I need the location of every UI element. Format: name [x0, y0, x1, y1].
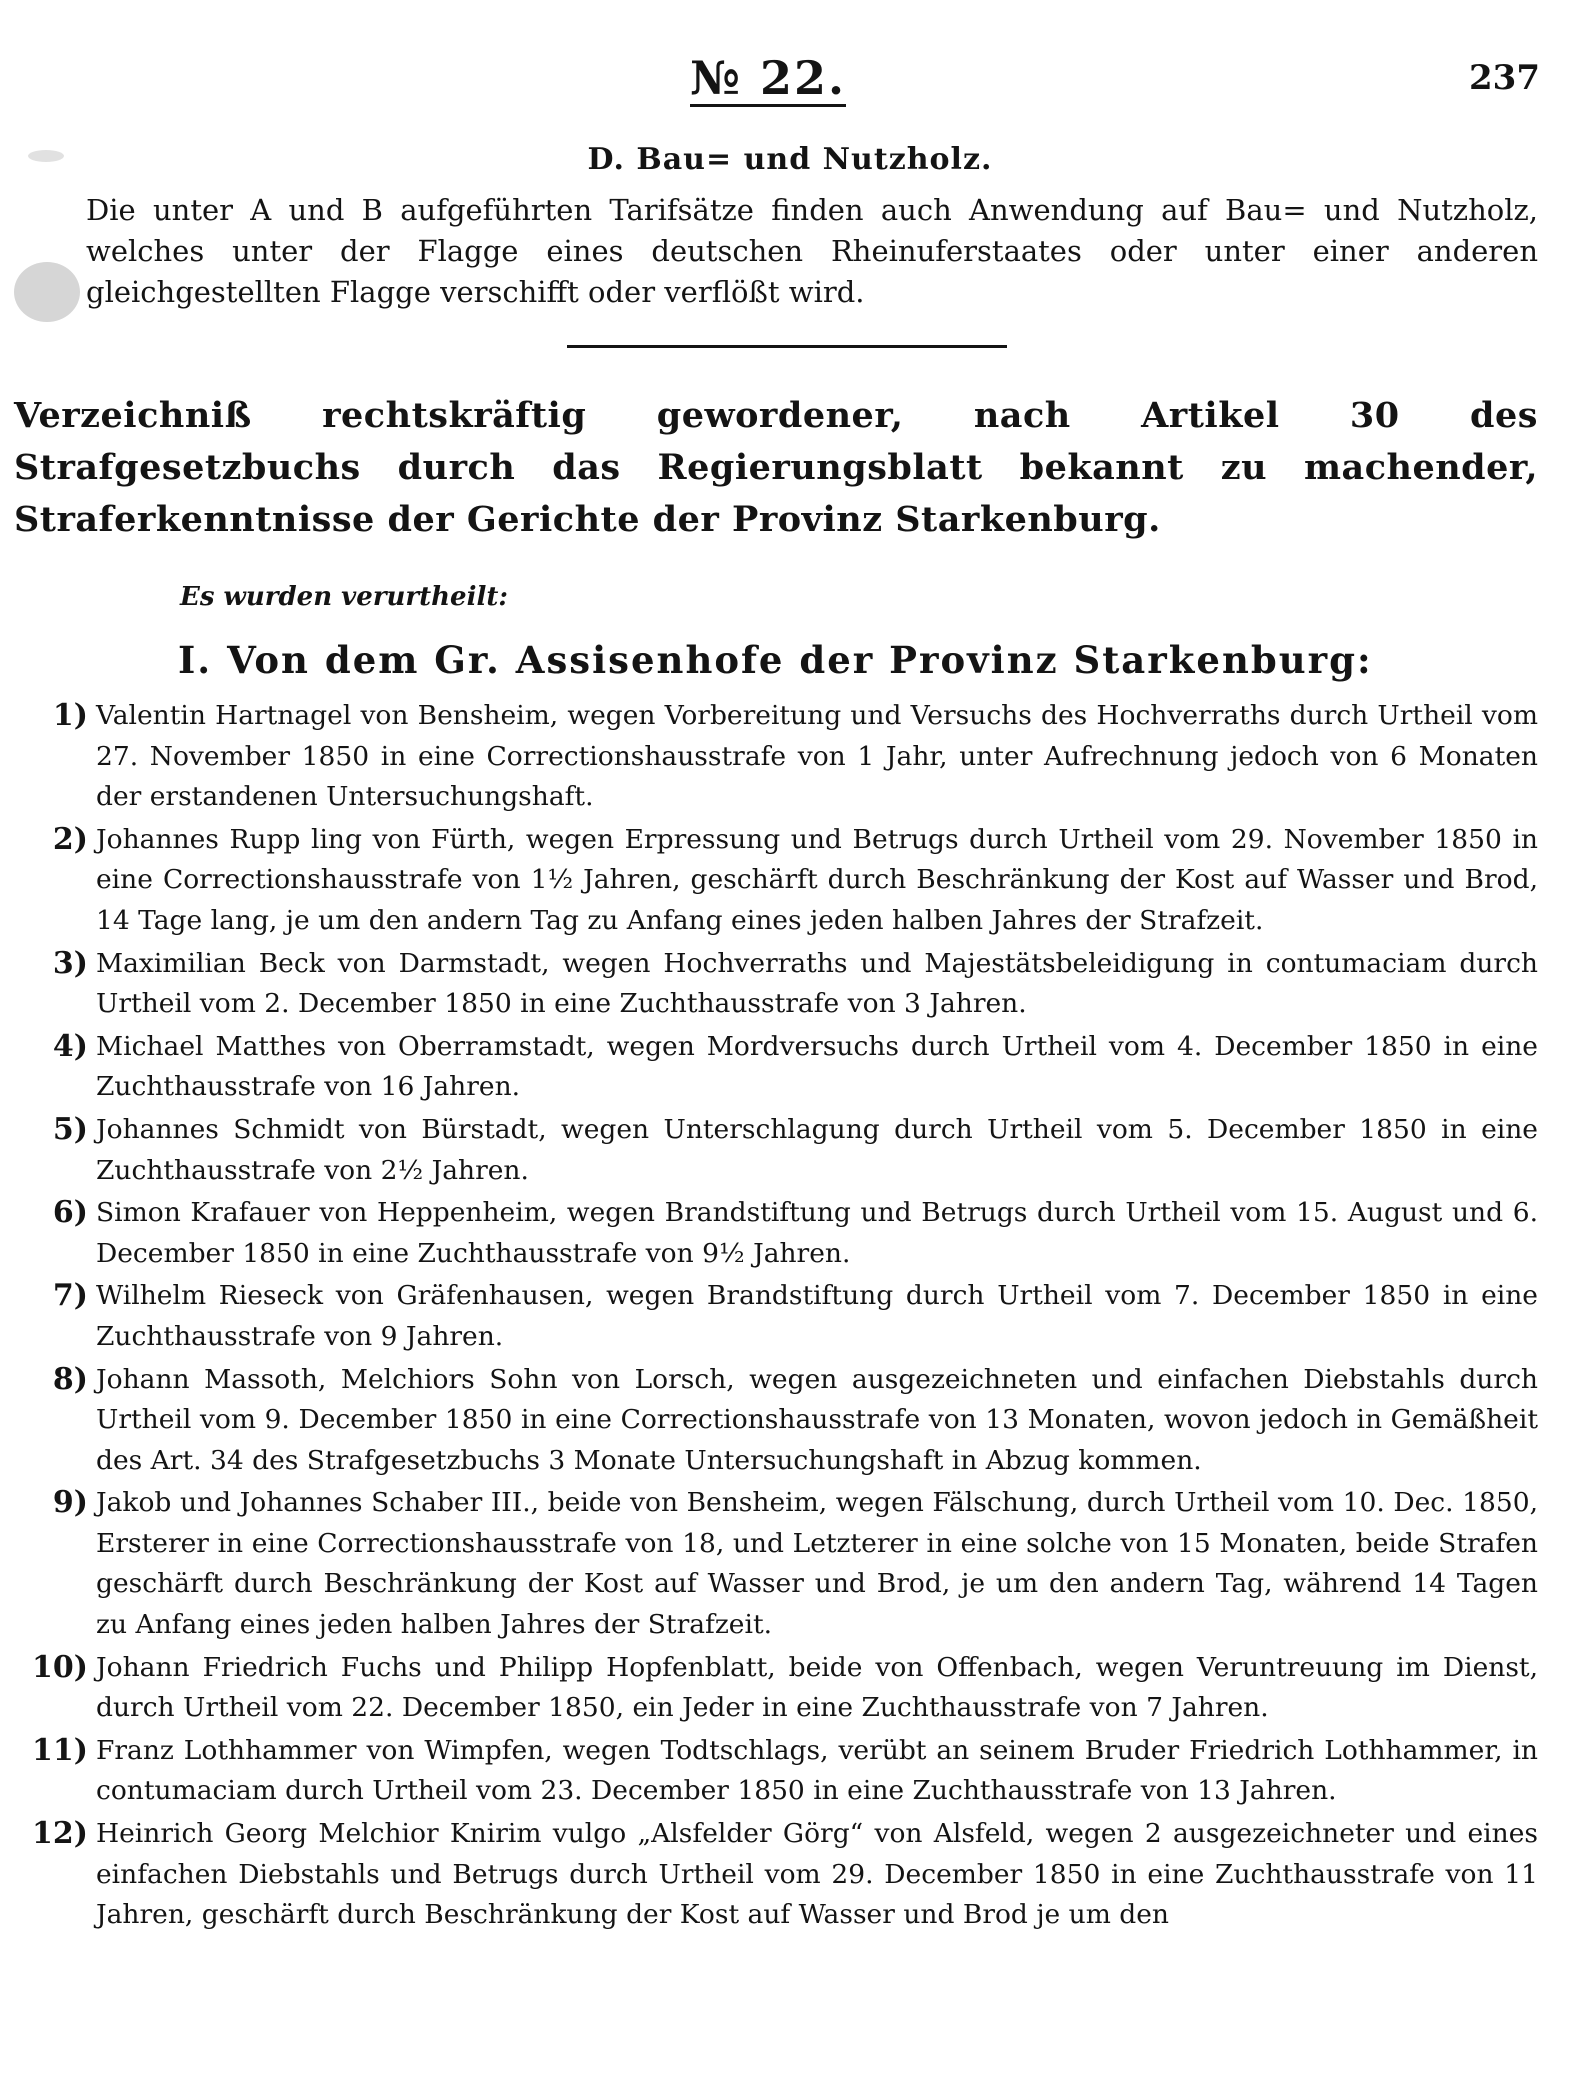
list-intro: Es wurden verurtheilt: — [180, 582, 508, 612]
entry-number: 9) — [52, 1485, 88, 1521]
entry-number: 2) — [52, 821, 88, 857]
entry-text: Maximilian Beck von Darmstadt, wegen Hochverraths und Majestätsbeleidigung in contumaciam durch Urtheil vom 2. December 1850 in eine Zuchthausstrafe von 3 Jahren. — [96, 947, 1538, 1020]
list-item — [0, 1193, 1580, 1274]
list-item — [0, 1110, 1580, 1191]
entry-number: 10) — [32, 1649, 88, 1685]
list-item — [0, 944, 1580, 1025]
entry-number: 3) — [52, 945, 88, 981]
list-item — [0, 1027, 1580, 1108]
entries-list — [0, 696, 1580, 1938]
entry-text: Heinrich Georg Melchior Knirim vulgo „Alsfelder Görg“ von Alsfeld, wegen 2 ausgezeichneter und eines einfachen Diebstahls und Betrugs durch Urtheil vom 29. December 1850 in eine Zuchthausstrafe von 11 Jahren, geschärft durch Beschränkung der Kost auf Wasser und Brod je um den — [96, 1818, 1538, 1931]
entry-number: 6) — [52, 1195, 88, 1231]
entry-number: 4) — [52, 1028, 88, 1064]
horizontal-rule — [567, 345, 1007, 348]
list-title: Verzeichniß rechtskräftig gewordener, nach Artikel 30 des Strafgesetzbuchs durch das Regierungsblatt bekannt zu machender, Straferkenntnisse der Gerichte der Provinz Starkenburg. — [14, 395, 1538, 540]
list-item — [0, 696, 1580, 818]
court-heading: I. Von dem Gr. Assisenhofe der Provinz Starkenburg: — [178, 638, 1373, 682]
list-item — [0, 1360, 1580, 1482]
entry-text: Johannes Schmidt von Bürstadt, wegen Unterschlagung durch Urtheil vom 5. December 1850 in eine Zuchthausstrafe von 2½ Jahren. — [96, 1113, 1538, 1186]
entry-number: 7) — [52, 1278, 88, 1314]
entry-text: Wilhelm Rieseck von Gräfenhausen, wegen Brandstiftung durch Urtheil vom 7. December 1850 in eine Zuchthausstrafe von 9 Jahren. — [96, 1280, 1538, 1352]
section-d-title: D. Bau= und Nutzholz. — [587, 142, 993, 177]
list-item — [0, 820, 1580, 942]
list-item — [0, 1276, 1580, 1357]
entry-text: Valentin Hartnagel von Bensheim, wegen Vorbereitung und Versuchs des Hochverraths durch Urtheil vom 27. November 1850 in eine Correctionshausstrafe von 1 Jahr, unter Aufrechnung jedoch von 6 Monaten der erstandenen Untersuchungshaft. — [96, 700, 1538, 813]
entry-text: Jakob und Johannes Schaber III., beide von Bensheim, wegen Fälschung, durch Urtheil vom 10. Dec. 1850, Ersterer in eine Correctionshausstrafe von 18, und Letzterer in eine solche von 15 Monaten, beide Strafen geschärft durch Beschränkung der Kost auf Wasser und Brod, je um den andern Tag, während 14 Tagen zu Anfang eines jeden halben Jahres der Strafzeit. — [96, 1487, 1538, 1641]
entry-text: Franz Lothhammer von Wimpfen, wegen Todtschlags, verübt an seinem Bruder Friedrich Lothhammer, in contumaciam durch Urtheil vom 23. December 1850 in eine Zuchthausstrafe von 13 Jahren. — [96, 1734, 1538, 1807]
entry-text: Johann Friedrich Fuchs und Philipp Hopfenblatt, beide von Offenbach, wegen Veruntreuung im Dienst, durch Urtheil vom 22. December 1850, ein Jeder in eine Zuchthausstrafe von 7 Jahren. — [96, 1651, 1538, 1724]
entry-text: Johann Massoth, Melchiors Sohn von Lorsch, wegen ausgezeichneten und einfachen Diebstahls durch Urtheil vom 9. December 1850 in eine Correctionshausstrafe von 13 Monaten, wovon jedoch in Gemäßheit des Art. 34 des Strafgesetzbuchs 3 Monate Untersuchungshaft in Abzug kommen. — [96, 1363, 1538, 1476]
list-item — [0, 1731, 1580, 1812]
page-number: 237 — [1469, 58, 1540, 98]
list-item — [0, 1814, 1580, 1936]
page-header — [0, 52, 1580, 112]
sheet-number: № 22. — [690, 51, 847, 105]
list-item — [0, 1483, 1580, 1645]
entry-text: Simon Krafauer von Heppenheim, wegen Brandstiftung und Betrugs durch Urtheil vom 15. August und 6. December 1850 in eine Zuchthausstrafe von 9½ Jahren. — [96, 1197, 1538, 1269]
ink-smudge — [14, 262, 80, 322]
section-d-body: Die unter A und B aufgeführten Tarifsätze finden auch Anwendung auf Bau= und Nutzholz, welches unter der Flagge eines deutschen Rheinuferstaates oder unter einer anderen gleichgestellten Flagge verschifft oder verflößt wird. — [86, 193, 1538, 309]
ink-smudge — [28, 150, 64, 162]
list-item — [0, 1648, 1580, 1729]
entry-text: Johannes Rupp ling von Fürth, wegen Erpressung und Betrugs durch Urtheil vom 29. November 1850 in eine Correctionshausstrafe von 1½ Jahren, geschärft durch Beschränkung der Kost auf Wasser und Brod, 14 Tage lang, je um den andern Tag zu Anfang eines jeden halben Jahres der Strafzeit. — [96, 823, 1538, 936]
entry-number: 12) — [32, 1816, 88, 1852]
entry-number: 5) — [52, 1111, 88, 1147]
entry-number: 11) — [32, 1732, 88, 1768]
entry-number: 1) — [52, 698, 88, 733]
entry-text: Michael Matthes von Oberramstadt, wegen Mordversuchs durch Urtheil vom 4. December 1850 in eine Zuchthausstrafe von 16 Jahren. — [96, 1030, 1538, 1103]
entry-number: 8) — [52, 1361, 88, 1397]
